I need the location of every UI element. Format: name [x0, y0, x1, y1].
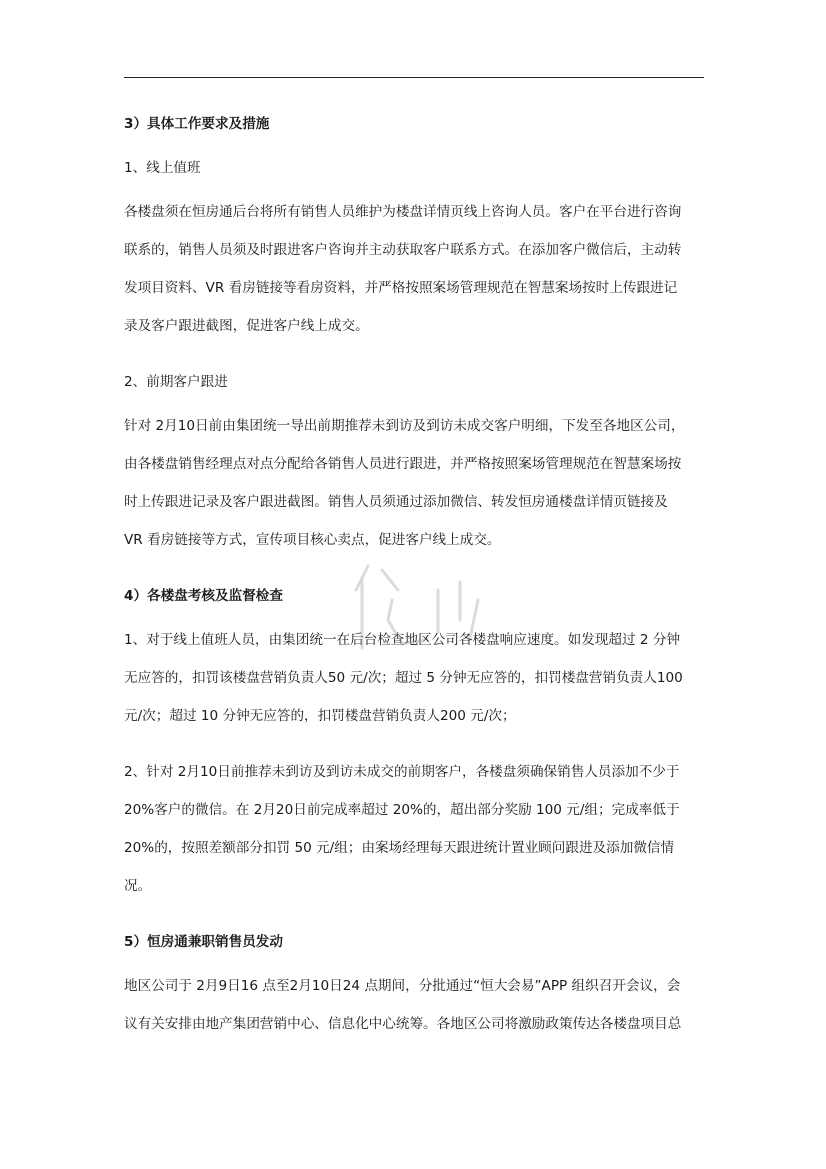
- paragraph-line: VR 看房链接等方式，宣传项目核心卖点，促进客户线上成交。: [124, 532, 501, 548]
- section-4-heading: 4）各楼盘考核及监督检查: [124, 588, 283, 604]
- paragraph-line: 20%的，按照差额部分扣罚 50 元/组；由案场经理每天跟进统计置业顾问跟进及添加微信情: [124, 840, 675, 856]
- paragraph-line: 议有关安排由地产集团营销中心、信息化中心统筹。各地区公司将激励政策传达各楼盘项目总: [124, 1016, 682, 1032]
- subsection-prior-client-title: 2、前期客户跟进: [124, 374, 228, 390]
- paragraph-line: 针对 2月10日前由集团统一导出前期推荐未到访及到访未成交客户明细，下发至各地区公司，: [124, 418, 685, 434]
- paragraph-line: 联系的，销售人员须及时跟进客户咨询并主动获取客户联系方式。在添加客户微信后，主动转: [124, 242, 682, 258]
- paragraph-line: 元/次；超过 10 分钟无应答的，扣罚楼盘营销负责人200 元/次；: [124, 708, 516, 724]
- header-rule: [124, 77, 704, 78]
- paragraph-line: 由各楼盘销售经理点对点分配给各销售人员进行跟进，并严格按照案场管理规范在智慧案场按: [124, 456, 682, 472]
- paragraph-line: 1、对于线上值班人员，由集团统一在后台检查地区公司各楼盘响应速度。如发现超过 2 分钟: [124, 632, 681, 648]
- paragraph-line: 时上传跟进记录及客户跟进截图。销售人员须通过添加微信、转发恒房通楼盘详情页链接及: [124, 494, 668, 510]
- watermark-logo: [328, 560, 498, 650]
- paragraph-line: 地区公司于 2月9日16 点至2月10日24 点期间，分批通过“恒大会易”APP 组织召开会议，会: [124, 978, 681, 994]
- section-5-heading: 5）恒房通兼职销售员发动: [124, 934, 283, 950]
- paragraph-line: 20%客户的微信。在 2月20日前完成率超过 20%的，超出部分奖励 100 元/组；完成率低于: [124, 802, 680, 818]
- paragraph-line: 况。: [124, 878, 152, 894]
- paragraph-line: 各楼盘须在恒房通后台将所有销售人员维护为楼盘详情页线上咨询人员。客户在平台进行咨询: [124, 204, 682, 220]
- subsection-online-duty-title: 1、线上值班: [124, 160, 201, 176]
- paragraph-line: 无应答的，扣罚该楼盘营销负责人50 元/次；超过 5 分钟无应答的，扣罚楼盘营销负责人100: [124, 670, 683, 686]
- paragraph-line: 发项目资料、VR 看房链接等看房资料，并严格按照案场管理规范在智慧案场按时上传跟进记: [124, 280, 678, 296]
- section-3-heading: 3）具体工作要求及措施: [124, 116, 270, 132]
- paragraph-line: 2、针对 2月10日前推荐未到访及到访未成交的前期客户，各楼盘须确保销售人员添加不少于: [124, 764, 680, 780]
- paragraph-line: 录及客户跟进截图，促进客户线上成交。: [124, 318, 369, 334]
